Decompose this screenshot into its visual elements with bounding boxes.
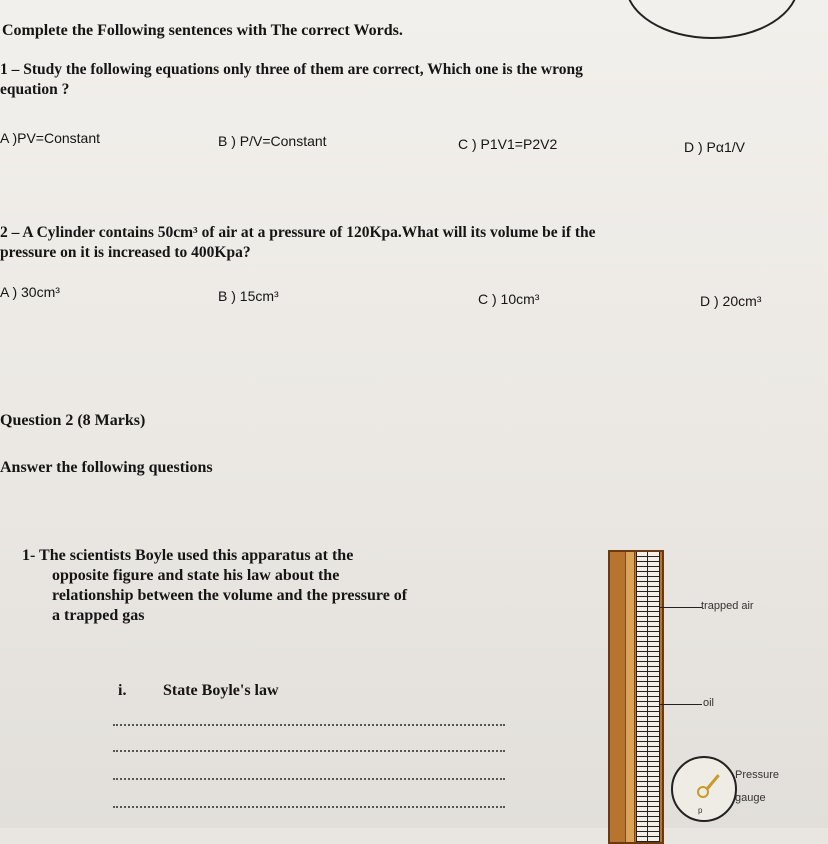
section-heading: Question 2 (8 Marks) bbox=[0, 412, 146, 429]
gauge-label: gauge bbox=[735, 792, 766, 804]
item1-line3: relationship between the volume and the pressure of bbox=[52, 587, 408, 604]
q2-option-c[interactable]: C ) 10cm³ bbox=[478, 291, 540, 307]
q2-text-line2: pressure on it is increased to 400Kpa? bbox=[0, 244, 251, 261]
circle-drawing bbox=[625, 0, 799, 39]
q2-option-d[interactable]: D ) 20cm³ bbox=[700, 293, 762, 309]
measuring-scale bbox=[636, 552, 660, 842]
oil-column bbox=[625, 552, 635, 842]
q2-option-b[interactable]: B ) 15cm³ bbox=[218, 288, 279, 304]
page-title: Complete the Following sentences with The correct Words. bbox=[2, 22, 403, 39]
trapped-air-leader bbox=[660, 607, 702, 608]
gauge-hub bbox=[697, 786, 709, 798]
q1-text-line1: 1 – Study the following equations only three of them are correct, Which one is the wrong bbox=[0, 61, 583, 78]
q1-option-c[interactable]: C ) P1V1=P2V2 bbox=[458, 136, 558, 152]
q2-option-a[interactable]: A ) 30cm³ bbox=[0, 284, 60, 300]
answer-line-1[interactable] bbox=[113, 724, 505, 726]
oil-leader bbox=[660, 704, 702, 705]
answer-line-3[interactable] bbox=[113, 778, 505, 780]
item1-line1: 1- The scientists Boyle used this apparatus at the bbox=[22, 547, 354, 564]
answer-line-2[interactable] bbox=[113, 750, 505, 752]
q1-option-b[interactable]: B ) P/V=Constant bbox=[218, 133, 327, 149]
sub-question-text: State Boyle's law bbox=[163, 682, 279, 699]
q2-text-line1: 2 – A Cylinder contains 50cm³ of air at a pressure of 120Kpa.What will its volume be if the bbox=[0, 224, 596, 241]
pressure-label: Pressure bbox=[735, 769, 780, 781]
gauge-mark-label: p bbox=[698, 806, 703, 815]
item1-line2: opposite figure and state his law about the bbox=[52, 567, 340, 584]
answer-line-4[interactable] bbox=[113, 806, 505, 808]
q1-option-d[interactable]: D ) Pα1/V bbox=[684, 139, 745, 155]
section-instruction: Answer the following questions bbox=[0, 459, 213, 476]
trapped-air-label: trapped air bbox=[701, 600, 754, 612]
oil-label: oil bbox=[703, 697, 715, 709]
sub-question-numeral: i. bbox=[118, 682, 127, 699]
q1-text-line2: equation ? bbox=[0, 81, 70, 98]
q1-option-a[interactable]: A )PV=Constant bbox=[0, 130, 101, 146]
item1-line4: a trapped gas bbox=[52, 607, 145, 624]
